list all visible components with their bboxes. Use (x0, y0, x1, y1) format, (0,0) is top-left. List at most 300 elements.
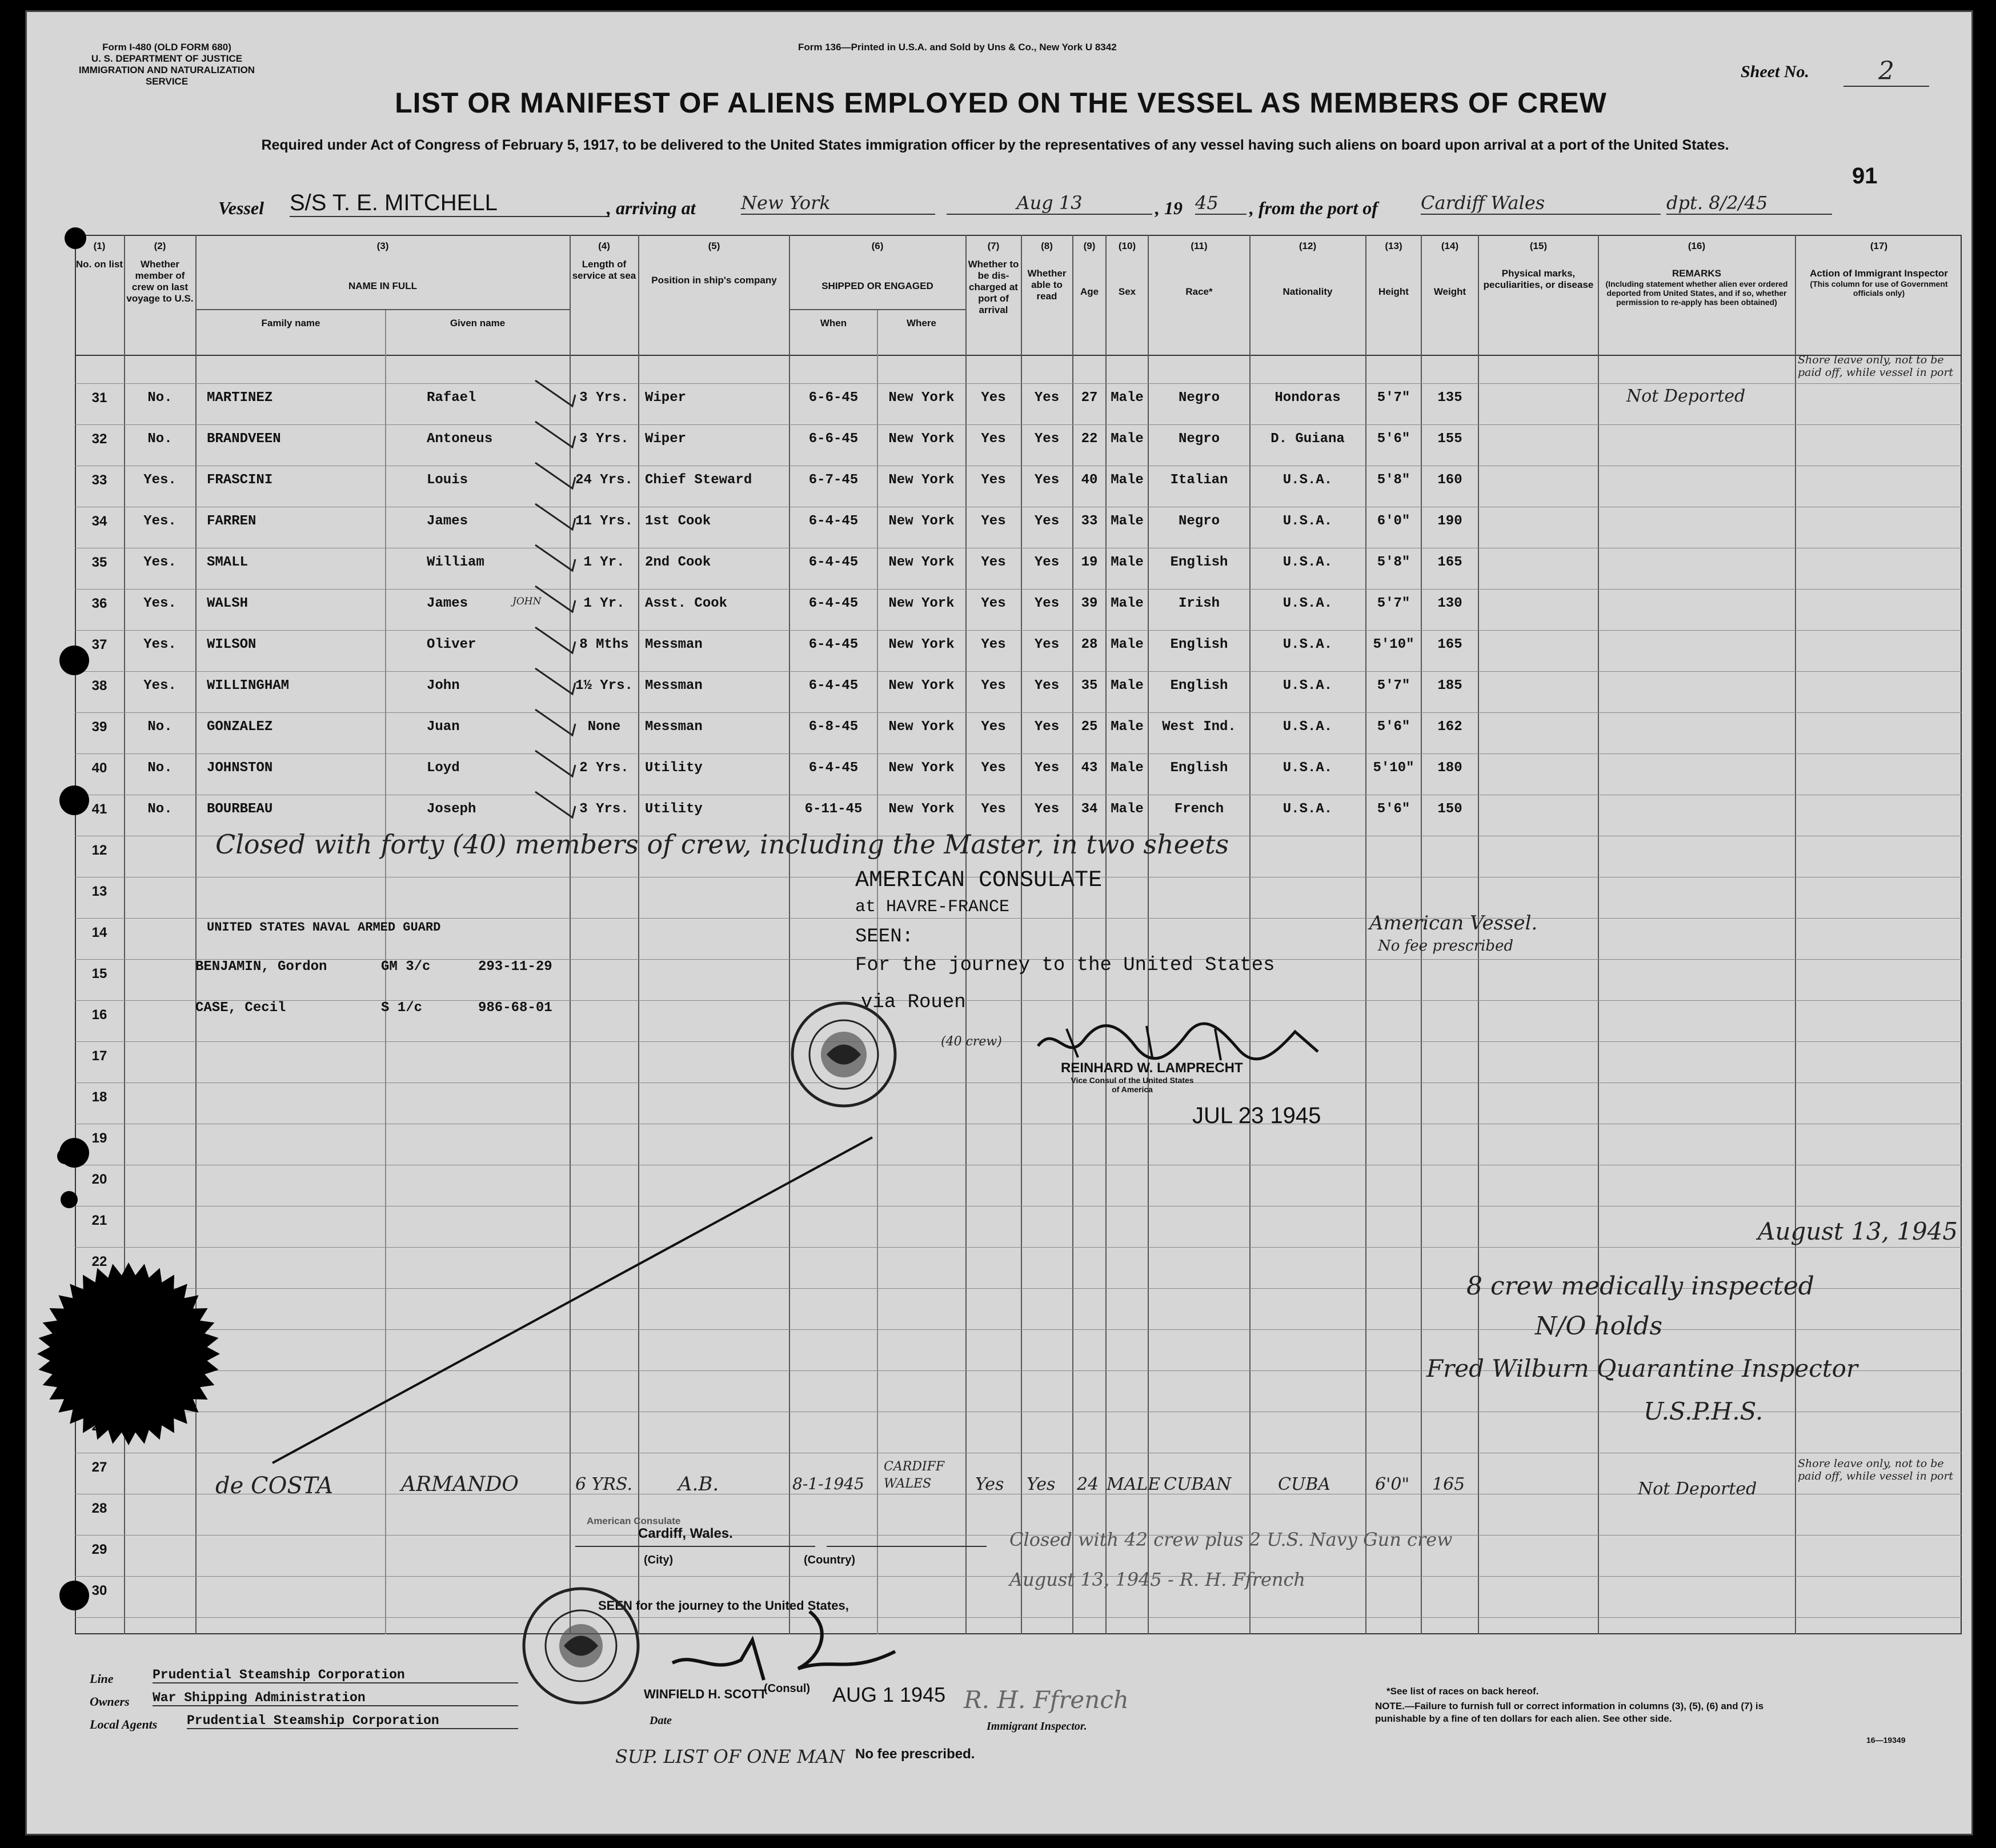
crew-family-name: WALSH (207, 596, 249, 611)
crew-read: Yes (1034, 514, 1060, 529)
binder-hole (65, 227, 86, 249)
vice-consul-name: REINHARD W. LAMPRECHT (1061, 1060, 1243, 1076)
naval-guard-name-2: CASE, Cecil (195, 1000, 286, 1016)
col-header-read: (8) Whether able to read (1027, 240, 1067, 302)
binder-hole (59, 785, 89, 815)
crew-race: English (1170, 555, 1228, 570)
form-number-line: Form I-480 (OLD FORM 680) (102, 42, 231, 53)
crew-family-name: JOHNSTON (207, 760, 273, 776)
crew-sex: Male (1111, 637, 1144, 652)
crew-where: New York (888, 678, 955, 693)
crew-age: 43 (1081, 760, 1098, 776)
crew-position: Wiper (645, 390, 687, 406)
crew-weight: 130 (1437, 596, 1462, 611)
sup-position: A.B. (678, 1473, 719, 1496)
cardiff-seen: SEEN for the journey to the United States, (598, 1598, 849, 1613)
crew-read: Yes (1034, 801, 1060, 817)
crew-given-name: Rafael (427, 390, 476, 406)
form-code: 16—19349 (1866, 1735, 1906, 1745)
crew-discharged: Yes (981, 760, 1006, 776)
form-number (73, 42, 261, 87)
crew-given-name: Antoneus (427, 431, 493, 447)
crew-when: 6-7-45 (808, 472, 859, 488)
crew-service: 24 Yrs. (575, 472, 633, 488)
crew-position: Messman (645, 637, 703, 652)
races-note: *See list of races on back hereof. (1386, 1686, 1539, 1697)
crew-sex: Male (1111, 678, 1144, 693)
col-header-where: Where (907, 318, 936, 328)
inspector-label: Immigrant Inspector. (987, 1720, 1087, 1733)
crew-family-name: SMALL (207, 555, 249, 570)
crew-height: 6'0" (1377, 514, 1410, 529)
closed-line: Closed with forty (40) members of crew, including the Master, in two sheets (215, 829, 1229, 860)
col-header-when: When (820, 318, 847, 328)
crew-discharged: Yes (981, 596, 1006, 611)
consulate-journey: For the journey to the United States (855, 955, 1275, 976)
crew-weight: 185 (1437, 678, 1462, 693)
medical-note-1: 8 crew medically inspected (1466, 1272, 1814, 1301)
crew-height: 5'6" (1377, 431, 1410, 447)
col-header-age: (9) Age (1080, 240, 1099, 297)
crew-when: 6-4-45 (808, 596, 859, 611)
crew-when: 6-11-45 (804, 801, 863, 817)
crew-position: 1st Cook (645, 514, 711, 529)
crew-age: 22 (1081, 431, 1098, 447)
year-label: , 19 (1155, 198, 1183, 218)
naval-guard-title: UNITED STATES NAVAL ARMED GUARD (207, 920, 441, 935)
crew-position: Chief Steward (645, 472, 752, 488)
crew-position: Utility (645, 760, 703, 776)
crew-discharged: Yes (981, 431, 1006, 447)
crew-where: New York (888, 390, 955, 406)
crew-race: Irish (1178, 596, 1220, 611)
crew-read: Yes (1034, 390, 1060, 406)
closing-date: August 13, 1945 - R. H. Ffrench (1009, 1569, 1306, 1590)
binder-hole (59, 646, 89, 675)
crew-given-name: James (427, 596, 468, 611)
crew-discharged: Yes (981, 390, 1006, 406)
col-header-sex: (10) Sex (1118, 240, 1136, 297)
no-fee-prescribed: No fee prescribed (1378, 937, 1514, 955)
owners-label: Owners (90, 1694, 130, 1709)
havre-consulate-seal (769, 1000, 987, 1132)
row-number-label: 21 (91, 1213, 107, 1228)
crew-height: 5'6" (1377, 801, 1410, 817)
crew-weight: 135 (1437, 390, 1462, 406)
crew-family-name: BOURBEAU (207, 801, 273, 817)
crew-read: Yes (1034, 472, 1060, 488)
sup-race: CUBAN (1164, 1474, 1232, 1494)
crew-given-name: Louis (427, 472, 468, 488)
cardiff-city: Cardiff, Wales. (638, 1526, 733, 1541)
crew-family-name: BRANDVEEN (207, 431, 281, 447)
crew-position: Wiper (645, 431, 687, 447)
action-shore-leave: Shore leave only, not to be paid off, while vessel in port (1798, 354, 1954, 379)
sup-service: 6 YRS. (575, 1474, 633, 1494)
crew-last-voyage: No. (147, 801, 173, 817)
vessel-name: S/S T. E. MITCHELL (290, 190, 610, 217)
city-rule (575, 1546, 815, 1547)
col-header-remarks: (16) REMARKS (Including statement whether alien ever ordered deported from United States, and if so, whether permission to re-apply has been obtained) (1605, 240, 1788, 307)
crew-weight: 150 (1437, 801, 1462, 817)
crew-service: 1 Yr. (583, 596, 625, 611)
year-value: 45 (1195, 192, 1247, 215)
crew-given-name: Juan (427, 719, 460, 735)
crew-row-number: 40 (91, 760, 107, 776)
sup-height: 6'0" (1375, 1474, 1410, 1494)
col-header-weight: (14) Weight (1433, 240, 1466, 297)
consulate-location: at HAVRE-FRANCE (855, 897, 1010, 917)
departure-date: dpt. 8/2/45 (1666, 192, 1832, 215)
crew-where: New York (888, 431, 955, 447)
cancel-diagonal-line (255, 1132, 884, 1474)
american-vessel: American Vessel. (1369, 912, 1538, 935)
crew-race: Negro (1178, 431, 1220, 447)
crew-row-number: 35 (91, 555, 107, 570)
col-header-race: (11) Race* (1185, 240, 1213, 297)
crew-height: 5'10" (1373, 760, 1414, 776)
binder-hole (57, 1148, 73, 1164)
crew-read: Yes (1034, 637, 1060, 652)
crew-when: 6-4-45 (808, 514, 859, 529)
col-header-family-name: Family name (261, 318, 320, 328)
col-header-last-voyage: (2) Whether member of crew on last voyage to U.S. (126, 240, 194, 304)
sup-discharged: Yes (975, 1474, 1004, 1494)
tick-mark-icon (530, 748, 581, 782)
crew-height: 5'6" (1377, 719, 1410, 735)
crew-nationality: U.S.A. (1282, 719, 1333, 735)
col-header-discharged: (7) Whether to be dis-charged at port of arrival (968, 240, 1019, 315)
crew-nationality: Hondoras (1274, 390, 1341, 406)
crew-sex: Male (1111, 390, 1144, 406)
crew-row-number: 31 (91, 390, 107, 406)
crew-position: Utility (645, 801, 703, 817)
crew-where: New York (888, 760, 955, 776)
crew-age: 34 (1081, 801, 1098, 817)
sup-sex: MALE (1107, 1474, 1161, 1494)
crew-read: Yes (1034, 760, 1060, 776)
crew-last-voyage: Yes. (143, 555, 177, 570)
row-number-label: 29 (91, 1542, 107, 1557)
col-header-shipped: (6) SHIPPED OR ENGAGED (821, 240, 933, 291)
from-label: , from the port of (1249, 198, 1378, 218)
consulate-date-stamp: JUL 23 1945 (1192, 1103, 1321, 1128)
naval-guard-number-2: 986-68-01 (478, 1000, 552, 1016)
sup-action: Shore leave only, not to be paid off, while vessel in port (1798, 1457, 1954, 1482)
notary-seal-icon (34, 1260, 223, 1448)
binder-hole (61, 1191, 78, 1208)
crew-read: Yes (1034, 596, 1060, 611)
crew-discharged: Yes (981, 555, 1006, 570)
consul-date-stamp: AUG 1 1945 (832, 1683, 946, 1706)
crew-service: 11 Yrs. (575, 514, 633, 529)
crew-nationality: U.S.A. (1282, 801, 1333, 817)
crew-read: Yes (1034, 555, 1060, 570)
crew-height: 5'8" (1377, 472, 1410, 488)
row-number-label: 16 (91, 1007, 107, 1023)
date-label: Date (650, 1714, 672, 1727)
crew-service: 3 Yrs. (579, 431, 629, 447)
row-number-label: 20 (91, 1172, 107, 1187)
naval-guard-name-1: BENJAMIN, Gordon (195, 959, 327, 975)
crew-race: Negro (1178, 514, 1220, 529)
consulate-seen: SEEN: (855, 926, 914, 948)
agents-label: Local Agents (90, 1717, 158, 1731)
crew-given-name: William (427, 555, 484, 570)
crew-height: 5'8" (1377, 555, 1410, 570)
august-date: August 13, 1945 (1758, 1217, 1958, 1245)
crew-last-voyage: Yes. (143, 472, 177, 488)
crew-nationality: U.S.A. (1282, 760, 1333, 776)
crew-sex: Male (1111, 514, 1144, 529)
consulate-crew-count: (40 crew) (941, 1035, 1002, 1049)
crew-weight: 160 (1437, 472, 1462, 488)
crew-sex: Male (1111, 555, 1144, 570)
crew-when: 6-4-45 (808, 678, 859, 693)
form-dept-line: U. S. DEPARTMENT OF JUSTICE (91, 53, 243, 64)
crew-age: 25 (1081, 719, 1098, 735)
owners-value: War Shipping Administration (153, 1690, 518, 1706)
crew-nationality: U.S.A. (1282, 555, 1333, 570)
tick-mark-icon (530, 378, 581, 412)
crew-when: 6-4-45 (808, 637, 859, 652)
row-number-label: 13 (91, 884, 107, 899)
remarks-not-deported: Not Deported (1626, 386, 1746, 406)
country-label: (Country) (804, 1554, 855, 1566)
binder-hole (59, 1581, 89, 1610)
crew-age: 39 (1081, 596, 1098, 611)
consul-name: WINFIELD H. SCOTT (644, 1687, 767, 1701)
crew-weight: 180 (1437, 760, 1462, 776)
col-header-height: (13) Height (1378, 240, 1409, 297)
manifest-sheet (25, 10, 1973, 1835)
col-divider (1478, 235, 1479, 1634)
crew-position: 2nd Cook (645, 555, 711, 570)
page-title: LIST OR MANIFEST OF ALIENS EMPLOYED ON THE VESSEL AS MEMBERS OF CREW (395, 87, 1607, 119)
crew-race: West Ind. (1162, 719, 1236, 735)
city-label: (City) (644, 1554, 674, 1566)
crew-family-name: FARREN (207, 514, 256, 529)
tick-mark-icon (530, 501, 581, 535)
crew-last-voyage: Yes. (143, 514, 177, 529)
col-header-service: (4) Length of service at sea (572, 240, 636, 281)
crew-given-name: Joseph (427, 801, 476, 817)
consul-title: (Consul) (764, 1682, 811, 1695)
crew-height: 5'7" (1377, 390, 1410, 406)
vessel-label: Vessel (218, 198, 264, 218)
consulate-title: AMERICAN CONSULATE (855, 868, 1103, 893)
crew-read: Yes (1034, 719, 1060, 735)
crew-weight: 165 (1437, 637, 1462, 652)
crew-discharged: Yes (981, 719, 1006, 735)
inspector-signature: R. H. Ffrench (964, 1686, 1129, 1714)
line-label: Line (90, 1671, 114, 1686)
col-header-given-name: Given name (450, 318, 506, 328)
header-rule (75, 355, 1962, 356)
vice-consul-title: Vice Consul of the United States of America (1071, 1076, 1194, 1094)
crew-last-voyage: No. (147, 390, 173, 406)
walsh-correction: JOHN (512, 596, 542, 607)
tick-mark-icon (530, 542, 581, 576)
col-header-name: (3) NAME IN FULL (348, 240, 417, 291)
crew-weight: 155 (1437, 431, 1462, 447)
sup-read: Yes (1027, 1474, 1056, 1494)
medical-note-3: Fred Wilburn Quarantine Inspector (1426, 1354, 1858, 1382)
crew-discharged: Yes (981, 678, 1006, 693)
crew-family-name: GONZALEZ (207, 719, 273, 735)
crew-sex: Male (1111, 472, 1144, 488)
crew-row-number: 33 (91, 472, 107, 488)
crew-sex: Male (1111, 801, 1144, 817)
crew-when: 6-4-45 (808, 760, 859, 776)
form-service-line: IMMIGRATION AND NATURALIZATION SERVICE (78, 65, 255, 87)
crew-sex: Male (1111, 431, 1144, 447)
closing-crew-count: Closed with 42 crew plus 2 U.S. Navy Gun crew (1009, 1529, 1453, 1550)
crew-where: New York (888, 596, 955, 611)
crew-row-number: 38 (91, 678, 107, 693)
crew-family-name: WILLINGHAM (207, 678, 290, 693)
naval-guard-rate-2: S 1/c (381, 1000, 423, 1016)
cardiff-consulate-seal (518, 1577, 644, 1714)
tick-mark-icon (530, 419, 581, 453)
consulate-via: via Rouen (861, 992, 966, 1013)
crew-weight: 190 (1437, 514, 1462, 529)
sup-weight: 165 (1432, 1474, 1465, 1494)
crew-row-number: 36 (91, 596, 107, 611)
crew-age: 40 (1081, 472, 1098, 488)
tick-mark-icon (530, 624, 581, 659)
naval-guard-number-1: 293-11-29 (478, 959, 552, 975)
crew-service: 2 Yrs. (579, 760, 629, 776)
crew-race: English (1170, 637, 1228, 652)
row-number-label: 28 (91, 1501, 107, 1516)
sup-remarks: Not Deported (1638, 1479, 1757, 1499)
crew-last-voyage: Yes. (143, 596, 177, 611)
crew-family-name: MARTINEZ (207, 390, 273, 406)
crew-position: Messman (645, 678, 703, 693)
crew-given-name: Loyd (427, 760, 460, 776)
sup-when: 8-1-1945 (792, 1474, 864, 1493)
tick-mark-icon (530, 707, 581, 741)
crew-sex: Male (1111, 719, 1144, 735)
crew-weight: 162 (1437, 719, 1462, 735)
crew-race: Negro (1178, 390, 1220, 406)
crew-given-name: James (427, 514, 468, 529)
tick-mark-icon (530, 460, 581, 494)
crew-where: New York (888, 801, 955, 817)
crew-family-name: WILSON (207, 637, 256, 652)
col-divider (1795, 235, 1796, 1634)
supplement-list: SUP. LIST OF ONE MAN (615, 1746, 845, 1767)
crew-read: Yes (1034, 431, 1060, 447)
crew-sex: Male (1111, 596, 1144, 611)
col-header-no: (1) No. on list (75, 240, 123, 270)
sup-nationality: CUBA (1278, 1474, 1330, 1494)
crew-where: New York (888, 472, 955, 488)
sup-family: de COSTA (215, 1473, 334, 1499)
col-header-position: (5) Position in ship's company (651, 240, 777, 286)
arriving-date: Aug 13 (947, 192, 1152, 215)
crew-read: Yes (1034, 678, 1060, 693)
sheet-number: 2 (1843, 57, 1929, 87)
crew-row-number: 39 (91, 719, 107, 735)
crew-age: 35 (1081, 678, 1098, 693)
row-number-label: 12 (91, 843, 107, 858)
supplement-no-fee: No fee prescribed. (855, 1746, 975, 1762)
requirement-text: Required under Act of Congress of February 5, 1917, to be delivered to the United States immigration officer by the representatives of any vessel having such aliens on board upon arrival at a port of the United States. (261, 137, 1729, 153)
crew-where: New York (888, 514, 955, 529)
naval-guard-rate-1: GM 3/c (381, 959, 431, 975)
crew-where: New York (888, 555, 955, 570)
crew-last-voyage: No. (147, 431, 173, 447)
crew-position: Asst. Cook (645, 596, 728, 611)
crew-service: 3 Yrs. (579, 801, 629, 817)
row-number-label: 19 (91, 1131, 107, 1146)
crew-last-voyage: Yes. (143, 637, 177, 652)
crew-last-voyage: Yes. (143, 678, 177, 693)
sheet-label: Sheet No. (1741, 62, 1809, 81)
arriving-label: , arriving at (607, 198, 696, 218)
crew-given-name: Oliver (427, 637, 476, 652)
crew-sex: Male (1111, 760, 1144, 776)
crew-race: French (1174, 801, 1224, 817)
crew-height: 5'10" (1373, 637, 1414, 652)
col-divider (1598, 235, 1599, 1634)
crew-when: 6-6-45 (808, 390, 859, 406)
sup-where: CARDIFF WALES (884, 1460, 945, 1491)
crew-given-name: John (427, 678, 460, 693)
crew-service: 1½ Yrs. (575, 678, 633, 693)
row-number-label: 14 (91, 925, 107, 940)
crew-age: 28 (1081, 637, 1098, 652)
row-number-label: 30 (91, 1583, 107, 1598)
crew-nationality: D. Guiana (1270, 431, 1345, 447)
crew-row-number: 37 (91, 637, 107, 652)
row-number-label: 17 (91, 1048, 107, 1064)
crew-discharged: Yes (981, 514, 1006, 529)
row-number-label: 15 (91, 966, 107, 981)
crew-race: English (1170, 678, 1228, 693)
printer-line: Form 136—Printed in U.S.A. and Sold by Uns & Co., New York U 8342 (798, 42, 1117, 53)
cardiff-consulate-label: American Consulate (587, 1516, 681, 1526)
crew-age: 33 (1081, 514, 1098, 529)
row-number-label: 18 (91, 1089, 107, 1105)
shipped-subrule (789, 309, 965, 310)
crew-nationality: U.S.A. (1282, 472, 1333, 488)
row-number-label: 22 (91, 1254, 107, 1269)
crew-nationality: U.S.A. (1282, 678, 1333, 693)
crew-service: 1 Yr. (583, 555, 625, 570)
row-number-label: 27 (91, 1460, 107, 1475)
crew-service: None (587, 719, 621, 735)
crew-discharged: Yes (981, 637, 1006, 652)
tick-mark-icon (530, 789, 581, 823)
crew-age: 19 (1081, 555, 1098, 570)
country-rule (827, 1546, 987, 1547)
crew-where: New York (888, 637, 955, 652)
crew-last-voyage: No. (147, 760, 173, 776)
crew-nationality: U.S.A. (1282, 637, 1333, 652)
sup-age: 24 (1077, 1474, 1099, 1494)
col-header-physical: (15) Physical marks, peculiarities, or disease (1483, 240, 1594, 290)
medical-note-2: N/O holds (1535, 1312, 1663, 1341)
tick-mark-icon (530, 666, 581, 700)
crew-position: Messman (645, 719, 703, 735)
crew-when: 6-8-45 (808, 719, 859, 735)
medical-note-4: U.S.P.H.S. (1644, 1397, 1763, 1425)
crew-nationality: U.S.A. (1282, 514, 1333, 529)
agents-value: Prudential Steamship Corporation (187, 1713, 518, 1729)
